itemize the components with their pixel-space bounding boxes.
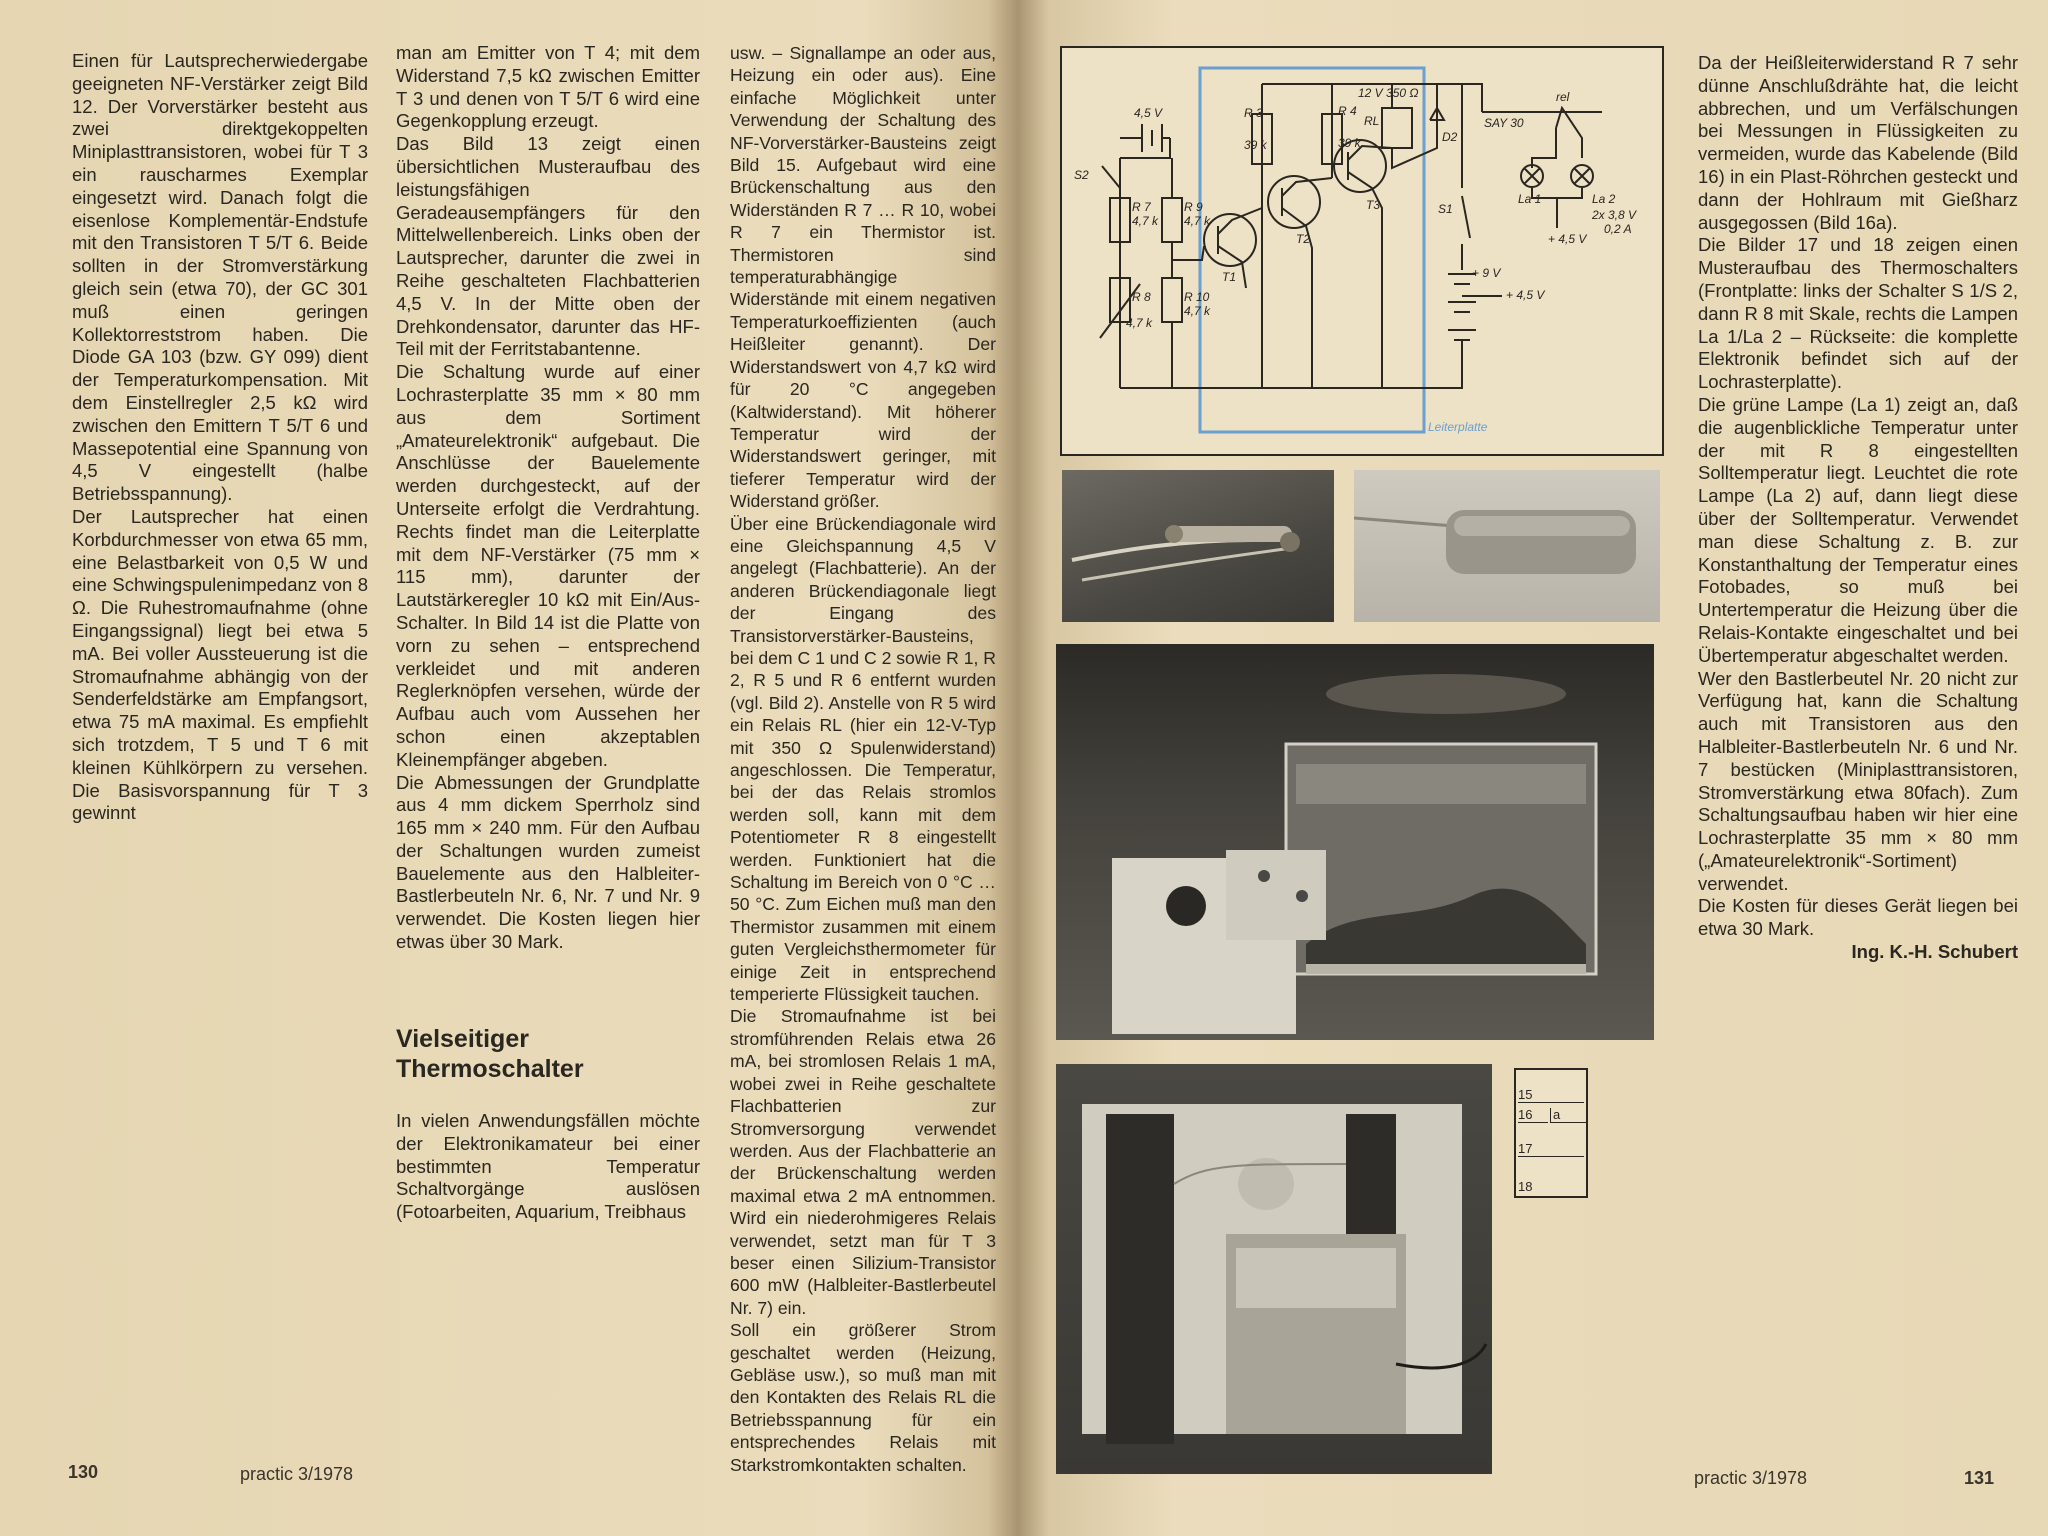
grid-cell-15: 15 [1518,1088,1584,1103]
label-p9v: + 9 V [1472,266,1501,280]
grid-cell-17: 17 [1518,1142,1584,1157]
figure-index-grid [1514,1068,1588,1198]
label-lamps: 2x 3,8 V [1592,208,1637,222]
label-r10: R 10 [1184,290,1210,304]
label-la2: La 2 [1592,192,1616,206]
paragraph: Das Bild 13 zeigt einen übersichtlichen Musteraufbau des leistungsfähigen Geradeausempfängers für den Mittelwellenbereich. Links oben der Lautsprecher, darunter die zwei in Reihe geschalteten Flachbatterien 4,5 V. In der Mitte oben der Drehkondensator, darunter das HF-Teil mit der Ferritstabantenne. [396,133,700,360]
column-4 [1698,52,2018,964]
label-lamps-current: 0,2 A [1604,222,1632,236]
paragraph: Soll ein größerer Strom geschaltet werden (Heizung, Gebläse usw.), so muß man mit den Kontakten des Relais RL die Betriebsspannung für ein entsprechendes Relais mit Starkstromkontakten schalten. [730,1320,996,1475]
photo-electronics-rear [1056,1064,1492,1474]
label-bat: 4,5 V [1134,106,1163,120]
grid-cell-16: 16 [1518,1108,1548,1123]
grid-cell-18: 18 [1518,1179,1533,1194]
photo-aquarium-frontplate [1056,644,1654,1040]
paragraph: Die grüne Lampe (La 1) zeigt an, daß die augenblickliche Temperatur unter der mit R 8 eingestellten Solltemperatur liegt. Leuchtet die rote Lampe (La 2) auf, dann liegt diese über der Solltemperatur. Verwendet man diese Schaltung z. B. zur Konstanthaltung der Temperatur eines Fotobades, so muß bei Untertemperatur die Heizung über die Relais-Kontakte eingeschaltet und bei Übertemperatur abgeschaltet werden. [1698,393,2018,666]
label-t1: T1 [1222,270,1237,284]
label-r7: R 7 [1132,200,1151,214]
paragraph: usw. – Signallampe an oder aus, Heizung ein oder aus). Eine einfache Möglichkeit unter Verwendung der Schaltung des NF-Vorverstärker-Bausteins zeigt Bild 15. Aufgebaut wird eine Brückenschaltung aus den Widerständen R 7 … R 10, wobei R 7 ein Thermistor ist. Thermistoren sind temperaturabhängige Widerstände mit einem negativen Temperaturkoeffizienten (auch Heißleiter genannt). Der Widerstandswert von 4,7 kΩ wird für 20 °C angegeben (Kaltwiderstand). Mit höherer Temperatur wird der Widerstandswert geringer, mit tieferer Temperatur wird der Widerstand größer. [730,43,996,512]
paragraph: Der Lautsprecher hat einen Korbdurchmesser von etwa 65 mm, eine Belastbarkeit von 0,5 W und eine Schwingspulenimpedanz von 8 Ω. Die Ruhestromaufnahme (ohne Eingangssignal) liegt bei etwa 5 mA. Bei voller Aussteuerung ist die Stromaufnahme abhängig von der Senderfeldstärke am Empfangsort, etwa 75 mA maximal. Es empfiehlt sich trotzdem, T 5 und T 6 mit kleinen Kühlkörpern zu versehen. Die Basisvorspannung für T 3 gewinnt [72,505,368,824]
paragraph: Die Kosten für dieses Gerät liegen bei etwa 30 Mark. [1698,895,2018,940]
label-relay: 12 V 350 Ω [1358,86,1419,100]
label-leiterplatte: Leiterplatte [1428,420,1488,434]
column-2-continued [396,1110,700,1224]
label-r7-value: 4,7 k [1132,214,1159,228]
heading-line: Thermoschalter [396,1055,584,1083]
label-t3: T3 [1366,198,1381,212]
column-2 [396,42,700,954]
paragraph: Wer den Bastlerbeutel Nr. 20 nicht zur Verfügung hat, kann die Schaltung auch mit Transistoren aus den Halbleiter-Bastlerbeuteln Nr. 6 und Nr. 7 bestücken (Miniplasttransistoren, Stromverstärkung etwa 80fach). Zum Schaltungsaufbau haben wir hier eine Lochrasterplatte 35 mm × 80 mm („Amateurelektronik“-Sortiment) verwendet. [1698,667,2018,894]
label-r9-value: 4,7 k [1184,214,1211,228]
label-la1: La 1 [1518,192,1542,206]
aquarium-drawing [1056,644,1654,1040]
label-r4: R 4 [1338,104,1357,118]
grid-cell-16a: a [1550,1108,1587,1123]
paragraph: Über eine Brückendiagonale wird eine Gleichspannung 4,5 V angelegt (Flachbatterie). An der anderen Brückendiagonale liegt der Eingang des Transistorverstärker-Bausteins, bei dem C 1 und C 2 sowie R 1, R 2, R 5 und R 6 entfernt wurden (vgl. Bild 2). Anstelle von R 5 wird ein Relais RL (hier ein 12-V-Typ mit 350 Ω Spulenwiderstand) angeschlossen. Die Temperatur, bei der das Relais stromlos werden soll, kann mit dem Potentiometer R 8 eingestellt werden. Funktioniert hat die Schaltung im Bereich von 0 °C … 50 °C. Zum Eichen muß man den Thermistor zusammen mit einem guten Vergleichsthermometer für einige Zeit in entsprechend temperierte Flüssigkeit tauchen. [730,513,996,1005]
label-r8-value: 4,7 k [1126,316,1153,330]
page-number-left: 130 [68,1462,99,1482]
paragraph: In vielen Anwendungsfällen möchte der Elektronikamateur bei einer bestimmten Temperatur Schaltvorgänge auslösen (Fotoarbeiten, Aquarium, Treibhaus [396,1110,700,1223]
paragraph: man am Emitter von T 4; mit dem Widerstand 7,5 kΩ zwischen Emitter T 3 und denen von T 5/T 6 wird eine Gegenkopplung erzeugt. [396,42,700,132]
label-rl: RL [1364,114,1380,128]
footer-left: practic 3/1978 [240,1464,354,1484]
section-heading [396,1024,696,1084]
paragraph: Einen für Lautsprecherwiedergabe geeigneten NF-Verstärker zeigt Bild 12. Der Vorverstärker besteht aus zwei direktgekoppelten Miniplasttransistoren, wobei für T 3 ein rauscharmes Exemplar eingesetzt wird. Danach folgt die eisenlose Komplementär-Endstufe mit den Transistoren T 5/T 6. Beide sollten in der Stromverstärkung gleich sein (etwa 70), der GC 301 muß einen geringen Kollektorreststrom haben. Die Diode GA 103 (bzw. GY 099) dient der Temperaturkompensation. Mit dem Einstellregler 2,5 kΩ wird zwischen den Emittern T 5/T 6 und Massepotential eine Spannung von 4,5 V eingestellt (halbe Betriebsspannung). [72,50,368,505]
label-r3-value: 39 k [1244,138,1267,152]
label-r8: R 8 [1132,290,1151,304]
label-r3: R 3 [1244,106,1263,120]
paragraph: Die Bilder 17 und 18 zeigen einen Musteraufbau des Thermoschalters (Frontplatte: links der Schalter S 1/S 2, dann R 8 mit Skale, rechts die Lampen La 1/La 2 – Rückseite: die komplette Elektronik befindet sich auf der Lochrasterplatte). [1698,234,2018,393]
photo-thermistor-cable [1062,470,1334,622]
tube-drawing [1354,470,1660,622]
page-number-right: 131 [1964,1468,1995,1488]
schematic-labels [1062,48,1662,454]
label-rel: rel [1556,90,1570,104]
electronics-drawing [1056,1064,1492,1474]
label-s2: S2 [1074,168,1089,182]
label-diode: SAY 30 [1484,116,1524,130]
label-d2: D2 [1442,130,1458,144]
label-r4-value: 39 k [1338,136,1361,150]
thermistor-drawing [1062,470,1334,622]
paragraph: Die Stromaufnahme ist bei stromführenden Relais etwa 26 mA, bei stromlosen Relais 1 mA, wobei zwei in Reihe geschaltete Flachbatterien zur Stromversorgung verwendet werden. Aus der Flachbatterie an der Brückenschaltung werden maximal etwa 2 mA entnommen. Wird ein niederohmigeres Relais verwendet, setzt man für T 3 beser einen Silizium-Transistor 600 mW (Halbleiter-Bastlerbeutel Nr. 7) ein. [730,1006,996,1318]
left-page [0,0,1018,1536]
label-r10-value: 4,7 k [1184,304,1211,318]
label-s1: S1 [1438,202,1453,216]
column-1 [72,50,368,825]
label-p45v-top: + 4,5 V [1548,232,1587,246]
photo-plastic-tube [1354,470,1660,622]
label-t2: T2 [1296,232,1311,246]
label-r9: R 9 [1184,200,1203,214]
paragraph: Da der Heißleiterwiderstand R 7 sehr dünne Anschlußdrähte hat, die leicht abbrechen, und um Verfälschungen bei Messungen in Flüssigkeiten zu vermeiden, wurde das Kabelende (Bild 16) in ein Plast-Röhrchen gesteckt und dann der Hohlraum mit Gießharz ausgegossen (Bild 16a). [1698,52,2018,233]
heading-line: Vielseitiger [396,1025,529,1053]
column-3 [730,42,996,1476]
author-name: Ing. K.-H. Schubert [1851,941,2018,963]
circuit-schematic [1060,46,1664,456]
paragraph: Die Schaltung wurde auf einer Lochrasterplatte 35 mm × 80 mm aus dem Sortiment „Amateurelektronik“ aufgebaut. Die Anschlüsse der Bauelemente werden durchgesteckt, auf der Unterseite erfolgt die Verdrahtung. Rechts findet man die Leiterplatte mit dem NF-Verstärker (75 mm × 115 mm), darunter der Lautstärkeregler 10 kΩ mit Ein/Aus-Schalter. In Bild 14 ist die Platte von vorn zu sehen – entsprechend verkleidet und mit anderen Reglerknöpfen versehen, würde der Aufbau auch vom Aussehen her schon einen akzeptablen Kleinempfänger abgeben. [396,361,700,770]
paragraph: Die Abmessungen der Grundplatte aus 4 mm dickem Sperrholz sind 165 mm × 240 mm. Für den Aufbau der Schaltungen wurden zumeist Bauelemente aus den Halbleiter-Bastlerbeuteln Nr. 6, Nr. 7 und Nr. 9 verwendet. Die Kosten liegen hier etwas über 30 Mark. [396,771,700,953]
footer-right: practic 3/1978 [1694,1468,1808,1488]
label-p45v: + 4,5 V [1506,288,1545,302]
